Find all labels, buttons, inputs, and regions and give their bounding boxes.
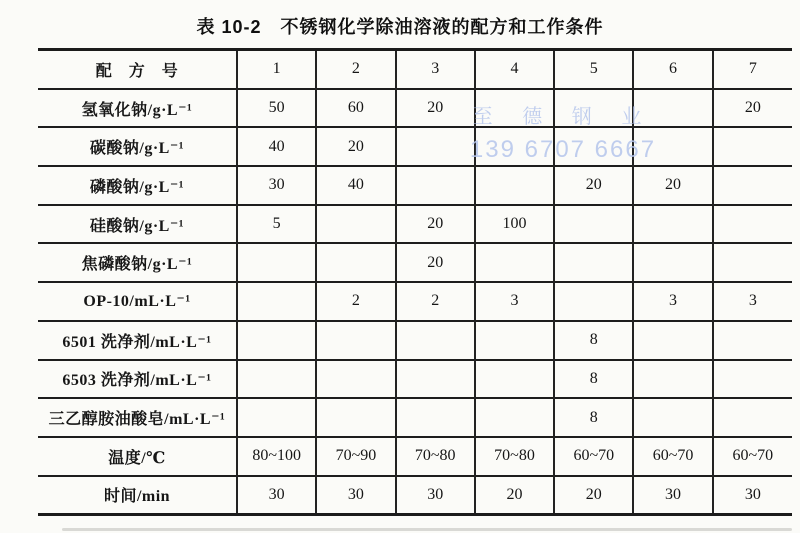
column-header: 5 [554,50,633,89]
header-label: 配 方 号 [95,62,179,80]
table-container [38,48,792,516]
data-cell: 40 [316,166,395,205]
data-cell: 8 [554,360,633,399]
data-cell [633,360,712,399]
data-cell [475,398,554,437]
data-cell [475,360,554,399]
table-row [38,205,792,244]
data-cell: 70~90 [316,437,395,476]
data-cell [713,360,792,399]
data-cell: 60 [316,89,395,128]
row-label: 焦磷酸钠/g·L⁻¹ [81,256,193,274]
data-cell [633,127,712,166]
data-cell: 2 [396,282,475,321]
data-cell [237,282,316,321]
watermark-company-text: 至 德 钢 业 [472,106,654,128]
data-cell [475,89,554,128]
data-cell [554,205,633,244]
row-label: 硅酸钠/g·L⁻¹ [89,217,185,235]
column-header: 3 [396,50,475,89]
column-header: 2 [316,50,395,89]
data-cell: 80~100 [237,437,316,476]
data-cell: 40 [237,127,316,166]
data-cell [237,243,316,282]
data-cell [316,243,395,282]
data-cell [713,166,792,205]
table-row [38,398,792,437]
data-cell: 30 [713,476,792,515]
scan-artifact-line [62,528,792,531]
data-cell: 100 [475,205,554,244]
data-cell [396,398,475,437]
data-cell [554,243,633,282]
data-cell: 8 [554,321,633,360]
page-title: 表 10-2 不锈钢化学除油溶液的配方和工作条件 [196,17,604,37]
table-row [38,127,792,166]
data-cell [475,321,554,360]
data-cell [475,127,554,166]
data-cell: 30 [316,476,395,515]
data-cell: 20 [554,476,633,515]
data-cell [633,205,712,244]
data-cell [713,127,792,166]
data-cell: 8 [554,398,633,437]
data-cell [316,205,395,244]
table-row [38,282,792,321]
data-cell: 20 [396,205,475,244]
row-label: 碳酸钠/g·L⁻¹ [89,140,185,158]
data-cell: 20 [316,127,395,166]
data-cell: 20 [396,243,475,282]
data-cell: 30 [237,166,316,205]
data-cell [396,166,475,205]
data-cell [475,166,554,205]
table-row [38,243,792,282]
data-cell [396,360,475,399]
table-row [38,476,792,515]
data-cell [396,127,475,166]
data-cell [316,360,395,399]
data-cell: 3 [713,282,792,321]
row-label: 时间/min [103,488,171,506]
data-cell [633,89,712,128]
data-cell [713,205,792,244]
data-cell: 70~80 [396,437,475,476]
data-cell: 2 [316,282,395,321]
data-cell [713,243,792,282]
data-cell: 60~70 [713,437,792,476]
data-cell [316,398,395,437]
data-cell [633,321,712,360]
data-cell [713,398,792,437]
data-cell: 3 [633,282,712,321]
data-cell: 30 [633,476,712,515]
row-label: 6503 洗净剂/mL·L⁻¹ [62,372,212,390]
column-header: 6 [633,50,712,89]
row-label: 6501 洗净剂/mL·L⁻¹ [62,333,212,351]
data-cell: 20 [396,89,475,128]
header-row [38,50,792,89]
data-cell [633,398,712,437]
row-label: OP-10/mL·L⁻¹ [83,293,191,311]
data-cell: 60~70 [633,437,712,476]
data-cell [396,321,475,360]
data-cell: 3 [475,282,554,321]
data-cell [237,321,316,360]
data-cell [633,243,712,282]
data-table [38,48,792,516]
data-cell: 30 [396,476,475,515]
row-label: 温度/℃ [108,449,166,467]
data-cell: 20 [633,166,712,205]
data-cell: 60~70 [554,437,633,476]
data-cell [554,282,633,321]
data-cell: 5 [237,205,316,244]
row-label: 氢氧化钠/g·L⁻¹ [81,101,193,119]
watermark-phone-text: 139 6707 6667 [469,136,657,163]
data-cell [554,127,633,166]
table-row [38,89,792,128]
data-cell [237,398,316,437]
table-row [38,360,792,399]
data-cell: 20 [475,476,554,515]
data-cell: 50 [237,89,316,128]
data-cell [554,89,633,128]
data-cell [713,321,792,360]
data-cell [316,321,395,360]
row-label: 磷酸钠/g·L⁻¹ [89,178,185,196]
data-cell [475,243,554,282]
column-header: 4 [475,50,554,89]
table-row [38,437,792,476]
row-label: 三乙醇胺油酸皂/mL·L⁻¹ [48,411,226,429]
data-cell: 30 [237,476,316,515]
column-header: 7 [713,50,792,89]
data-cell: 20 [713,89,792,128]
table-row [38,321,792,360]
column-header: 1 [237,50,316,89]
data-cell [237,360,316,399]
data-cell: 70~80 [475,437,554,476]
data-cell: 20 [554,166,633,205]
table-row [38,166,792,205]
